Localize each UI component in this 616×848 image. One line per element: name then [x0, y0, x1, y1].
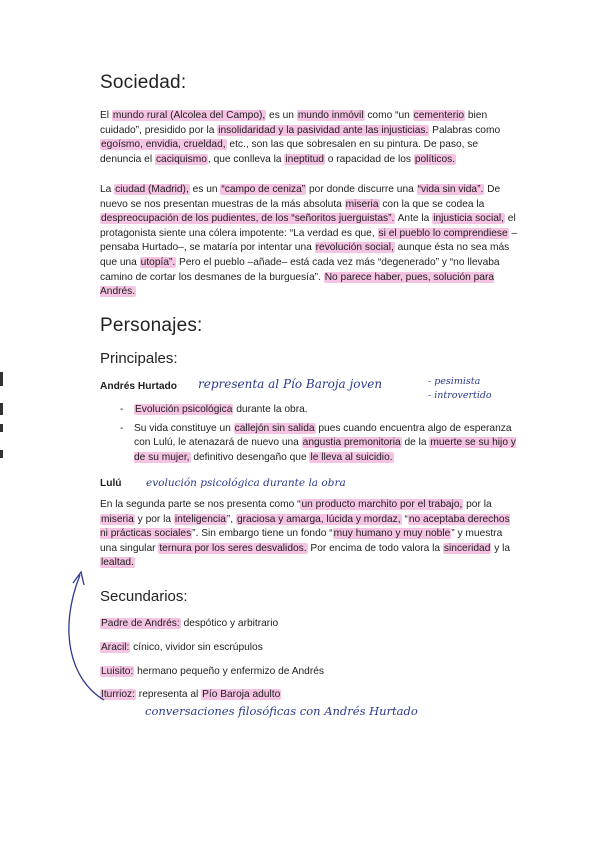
highlighted-text: graciosa y amarga, lúcida y mordaz,: [236, 513, 401, 525]
highlighted-text: caciquismo: [155, 153, 207, 165]
handwritten-trait-2: - introvertido: [428, 390, 492, 401]
highlighted-text: si el pueblo lo comprendiese: [378, 227, 508, 239]
highlighted-text: lealtad.: [101, 557, 134, 569]
text-run: como “un: [364, 110, 413, 121]
highlighted-text: ineptitud: [285, 153, 324, 165]
text-run: De nuevo se nos presentan muestras de la más absoluta: [100, 184, 501, 210]
secondary-character-name: Luisito:: [101, 666, 134, 677]
text-run: por la: [463, 499, 492, 510]
secondary-character-name: Iturrioz:: [101, 689, 135, 700]
text-run: el protagonista siente una cólera impotente: “La verdad es que,: [100, 213, 516, 239]
text-run: La: [100, 184, 115, 195]
handwritten-note-iturrioz: conversaciones filosóficas con Andrés Hurtado: [145, 704, 418, 718]
secondary-character-name: Padre de Andrés:: [101, 618, 180, 629]
highlighted-text: muy humano y muy noble: [333, 528, 451, 540]
text-run: El: [100, 110, 112, 121]
text-run: ”,: [226, 513, 236, 525]
text-run: por donde discurre una: [306, 184, 417, 195]
text-run: bien cuidado”, presidido por la: [100, 110, 488, 136]
text-run: “: [401, 513, 408, 525]
highlighted-text: despreocupación de los pudientes, de los “señoritos juerguistas”.: [101, 213, 395, 225]
secondary-character-luisito: Luisito: hermano pequeño y enfermizo de Andrés: [101, 666, 325, 677]
highlighted-text: un producto marchito por el trabajo,: [301, 499, 463, 510]
handwritten-note-andres: representa al Pío Baroja joven: [198, 377, 383, 391]
character-name-andres: Andrés Hurtado: [100, 381, 177, 392]
text-run: de la: [401, 437, 430, 449]
text-run: Su vida constituye un: [134, 422, 234, 434]
text-run: En la segunda parte se nos presenta como “: [100, 499, 301, 510]
scan-margin-mark: [0, 424, 3, 432]
highlighted-text: no aceptaba derechos ni prácticas sociales: [100, 513, 510, 540]
highlighted-text: inteligencia: [174, 513, 226, 525]
highlighted-text: ternura por los seres desvalidos.: [159, 542, 307, 554]
secondary-character-padre: Padre de Andrés: despótico y arbitrario: [101, 618, 279, 629]
highlighted-text: insolidaridad y la pasividad ante las injusticias.: [218, 124, 429, 136]
highlighted-text: cementerio: [413, 110, 465, 121]
handwritten-trait-1: - pesimista: [428, 376, 481, 387]
scan-margin-mark: [0, 450, 3, 458]
text-run: es un: [189, 184, 221, 195]
text-run: y la: [491, 542, 511, 554]
subsection-title-principales: Principales:: [100, 350, 178, 367]
highlighted-text: “vida sin vida”.: [417, 184, 484, 195]
scan-margin-mark: [0, 372, 3, 386]
highlighted-text: mundo inmóvil: [297, 110, 364, 121]
highlighted-text: “campo de ceniza”: [221, 184, 306, 195]
text-run: y por la: [134, 513, 174, 525]
text-run: o rapacidad de los: [324, 153, 414, 165]
highlighted-text: injusticia social,: [433, 213, 504, 225]
secondary-character-aracil: Aracil: cínico, vividor sin escrúpulos: [101, 642, 263, 653]
text-run: es un: [266, 110, 297, 121]
highlighted-text: No parece haber, pues, solución para Andrés.: [100, 271, 495, 298]
secondary-character-name: Aracil:: [101, 642, 130, 653]
highlighted-text: ciudad (Madrid),: [115, 184, 189, 195]
section-title-sociedad: Sociedad:: [100, 72, 187, 93]
highlighted-text: muerte se su hijo y de su mujer,: [134, 437, 516, 463]
section-title-personajes: Personajes:: [100, 315, 203, 336]
highlighted-text: políticos.: [414, 153, 456, 165]
text-run: Ante la: [395, 213, 433, 225]
text-run: Pero el pueblo –añade– está cada vez más “degenerado” y “no llevaba camino de cortar los desmanes de la burguesía”.: [100, 256, 500, 283]
text-run: ” y muestra una singular: [100, 528, 503, 554]
text-run: Palabras como: [429, 124, 501, 136]
highlighted-text: Evolución psicológica: [135, 404, 233, 415]
text-run: con la que se codea la: [379, 198, 485, 210]
text-run: Por encima de todo valora la: [307, 542, 443, 554]
highlighted-text: le lleva al suicidio.: [310, 451, 393, 463]
highlighted-text: egoísmo, envidia, crueldad,: [101, 139, 226, 151]
text-run: definitivo desengaño que: [190, 451, 310, 463]
highlighted-text: mundo rural (Alcolea del Campo),: [112, 110, 266, 121]
text-run: –pensaba Hurtado–, se mataría por intentar una: [100, 227, 518, 254]
handwritten-note-lulu: evolución psicológica durante la obra: [146, 477, 346, 489]
highlighted-text: miseria: [345, 198, 379, 210]
highlighted-text: callejón sin salida: [234, 422, 315, 434]
highlighted-text: angustia premonitoria: [302, 437, 401, 449]
highlighted-text: miseria: [101, 513, 134, 525]
secondary-character-iturrioz: Iturrioz: representa al Pío Baroja adulto: [101, 689, 281, 700]
highlighted-text: revolución social,: [315, 242, 394, 254]
text-run: ”. Sin embargo tiene un fondo “: [192, 528, 333, 540]
text-run: aunque ésta no sea más que una: [100, 242, 510, 268]
highlighted-text: utopía”.: [140, 256, 176, 268]
text-run: , que conlleva la: [207, 153, 285, 165]
text-run: pues cuando encuentra algo de esperanza con Lulú, le atenazará de nuevo una: [134, 422, 512, 449]
text-run: etc., son las que sobresalen en su pintura. De paso, se denuncia el: [100, 139, 479, 165]
character-name-lulu: Lulú: [100, 478, 122, 489]
scan-margin-mark: [0, 403, 3, 415]
text-run: durante la obra.: [233, 404, 308, 415]
subsection-title-secundarios: Secundarios:: [100, 588, 188, 605]
highlighted-text: sinceridad: [443, 542, 491, 554]
